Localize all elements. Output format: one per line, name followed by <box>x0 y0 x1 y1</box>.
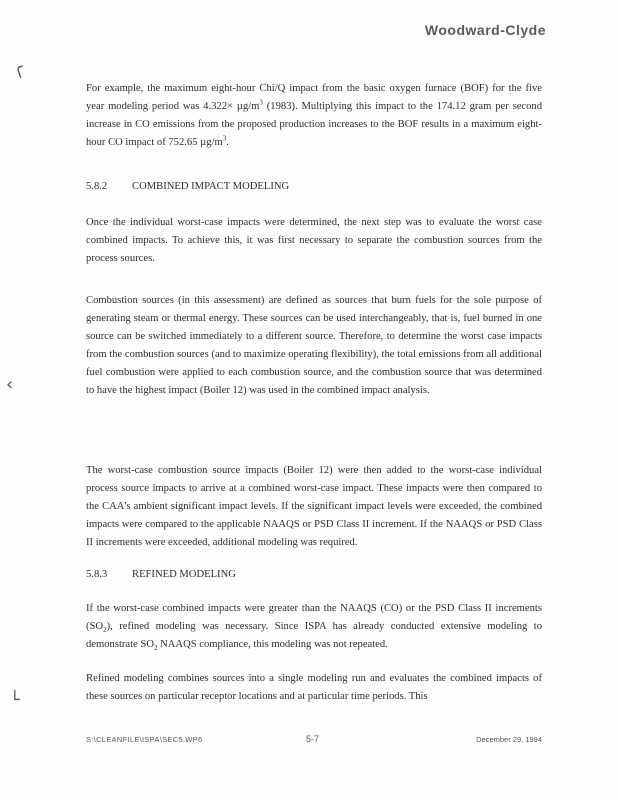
header-firm-name: Woodward-Clyde <box>424 22 546 38</box>
section-heading-refined-modeling <box>86 566 542 584</box>
footer-page-number: 5-7 <box>306 734 320 744</box>
section-number: 5.8.3 <box>86 569 108 580</box>
page-footer <box>86 735 542 747</box>
section-title: COMBINED IMPACT MODELING <box>132 181 290 192</box>
paragraph-worst-case: Once the individual worst-case impacts were determined, the next step was to evaluate the worst case combined impacts. To achieve this, it was first necessary to separate the combustion sources from the process sources. <box>86 217 542 264</box>
footer-date: December 29, 1994 <box>476 735 542 744</box>
paragraph-combined-worst-case: The worst-case combustion source impacts (Boiler 12) were then added to the worst-case individual process source impacts to arrive at a combined worst-case impact. These impacts were then compared to the CAA's ambient significant impact levels. If the significant impact levels were exceeded, the combined impacts were compared to the applicable NAAQS or PSD Class II increment. If the NAAQS or PSD Class II increments were exceeded, additional modeling was required. <box>86 465 542 548</box>
margin-annotation-mark: ‹ <box>6 374 14 395</box>
margin-annotation-mark: └ <box>10 690 20 709</box>
section-title: REFINED MODELING <box>132 569 236 580</box>
section-number: 5.8.2 <box>86 181 108 192</box>
paragraph-refined-description: Refined modeling combines sources into a single modeling run and evaluates the combined impacts of these sources on particular receptor locations and at particular time periods. This <box>86 673 542 702</box>
paragraph-combustion-sources: Combustion sources (in this assessment) are defined as sources that burn fuels for the sole purpose of generating steam or thermal energy. These sources can be used interchangeably, that is, fuel burned in one source can be switched immediately to a different source. Therefore, to determine the worst case impacts from the combustion sources (and to maximize operating flexibility), the total emissions from all additional fuel combustion were applied to each combustion source, and the combustion source that was determined to have the highest impact (Boiler 12) was used in the combined impact analysis. <box>86 295 542 396</box>
paragraph-refined-necessity: If the worst-case combined impacts were greater than the NAAQS (CO) or the PSD Class II increments $(SO_2)$, refined modeling was necessary. Since ISPA has already conducted extensive modeling to demonstrate $SO_2$ NAAQS compliance, this modeling was not repeated. <box>86 603 542 653</box>
paragraph-bof-impact: For example, the maximum eight-hour Chi/Q impact from the basic oxygen furnace (BOF) for the five year modeling period was $4.322\times \mu g/m^3$ (1983). Multiplying this impact to the 174.12 gram per second increase in CO emissions from the proposed production increases to the BOF results in a maximum eight-hour CO impact of 752.65 $\mu g/m^3$. <box>86 83 543 148</box>
section-heading-combined-impact <box>86 178 542 196</box>
footer-file-path: S:\CLEANFILE\ISPA\SEC5.WP6 <box>86 735 203 744</box>
margin-annotation-mark: ╭ <box>8 56 27 81</box>
